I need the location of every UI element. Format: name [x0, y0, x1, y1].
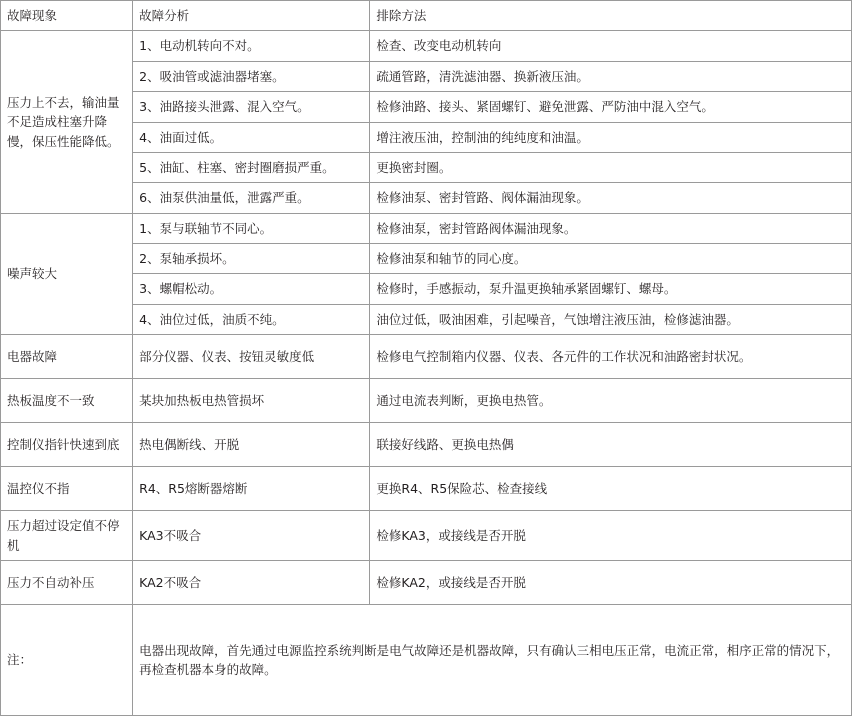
fault-category-cell: 温控仪不指: [1, 467, 133, 511]
fault-analysis-cell: 1、电动机转向不对。: [133, 31, 370, 61]
fault-solution-cell: 疏通管路，清洗滤油器、换新液压油。: [370, 61, 852, 91]
table-row: [1, 511, 852, 561]
fault-analysis-cell: 2、泵轴承损坏。: [133, 244, 370, 274]
fault-analysis-cell: 热电偶断线、开脱: [133, 423, 370, 467]
fault-analysis-cell: R4、R5熔断器熔断: [133, 467, 370, 511]
fault-solution-cell: 检查、改变电动机转向: [370, 31, 852, 61]
table-row: [1, 379, 852, 423]
fault-category-cell: 噪声较大: [1, 213, 133, 335]
fault-solution-cell: 检修电气控制箱内仪器、仪表、各元件的工作状况和油路密封状况。: [370, 335, 852, 379]
table-row: [1, 560, 852, 604]
fault-category-cell: 压力上不去，输油量不足造成柱塞升降慢，保压性能降低。: [1, 31, 133, 213]
table-header-row: [1, 1, 852, 31]
fault-analysis-cell: 3、螺帽松动。: [133, 274, 370, 304]
note-row: [1, 604, 852, 715]
column-header-1: 故障现象: [1, 1, 133, 31]
fault-solution-cell: 更换R4、R5保险芯、检查接线: [370, 467, 852, 511]
fault-solution-cell: 检修时，手感振动，泵升温更换轴承紧固螺钉、螺母。: [370, 274, 852, 304]
fault-analysis-cell: 6、油泵供油量低，泄露严重。: [133, 183, 370, 213]
fault-analysis-cell: 5、油缸、柱塞、密封圈磨损严重。: [133, 152, 370, 182]
note-label: 注：: [1, 604, 133, 715]
fault-analysis-cell: KA3不吸合: [133, 511, 370, 561]
fault-category-cell: 压力不自动补压: [1, 560, 133, 604]
fault-solution-cell: 检修油泵和轴节的同心度。: [370, 244, 852, 274]
fault-solution-cell: 更换密封圈。: [370, 152, 852, 182]
fault-category-cell: 热板温度不一致: [1, 379, 133, 423]
fault-analysis-cell: 4、油位过低，油质不纯。: [133, 304, 370, 334]
fault-analysis-cell: 某块加热板电热管损坏: [133, 379, 370, 423]
table-row: [1, 213, 852, 243]
note-text: 电器出现故障，首先通过电源监控系统判断是电气故障还是机器故障，只有确认三相电压正常，电流正常，相序正常的情况下，再检查机器本身的故障。: [133, 604, 852, 715]
fault-solution-cell: 检修油泵，密封管路阀体漏油现象。: [370, 213, 852, 243]
fault-solution-cell: 检修KA3，或接线是否开脱: [370, 511, 852, 561]
fault-solution-cell: 通过电流表判断，更换电热管。: [370, 379, 852, 423]
fault-solution-cell: 联接好线路、更换电热偶: [370, 423, 852, 467]
fault-category-cell: 压力超过设定值不停机: [1, 511, 133, 561]
fault-solution-cell: 检修油泵、密封管路、阀体漏油现象。: [370, 183, 852, 213]
fault-category-cell: 控制仪指针快速到底: [1, 423, 133, 467]
fault-analysis-cell: 2、吸油管或滤油器堵塞。: [133, 61, 370, 91]
fault-solution-cell: 检修油路、接头、紧固螺钉、避免泄露、严防油中混入空气。: [370, 92, 852, 122]
table-row: [1, 31, 852, 61]
fault-solution-cell: 检修KA2，或接线是否开脱: [370, 560, 852, 604]
table-row: [1, 467, 852, 511]
table-row: [1, 423, 852, 467]
fault-analysis-cell: 部分仪器、仪表、按钮灵敏度低: [133, 335, 370, 379]
fault-analysis-cell: KA2不吸合: [133, 560, 370, 604]
fault-analysis-cell: 3、油路接头泄露、混入空气。: [133, 92, 370, 122]
table-row: [1, 335, 852, 379]
fault-solution-cell: 油位过低，吸油困难，引起噪音，气蚀增注液压油，检修滤油器。: [370, 304, 852, 334]
column-header-2: 故障分析: [133, 1, 370, 31]
fault-category-cell: 电器故障: [1, 335, 133, 379]
fault-analysis-cell: 4、油面过低。: [133, 122, 370, 152]
fault-solution-cell: 增注液压油，控制油的纯纯度和油温。: [370, 122, 852, 152]
column-header-3: 排除方法: [370, 1, 852, 31]
fault-analysis-cell: 1、泵与联轴节不同心。: [133, 213, 370, 243]
